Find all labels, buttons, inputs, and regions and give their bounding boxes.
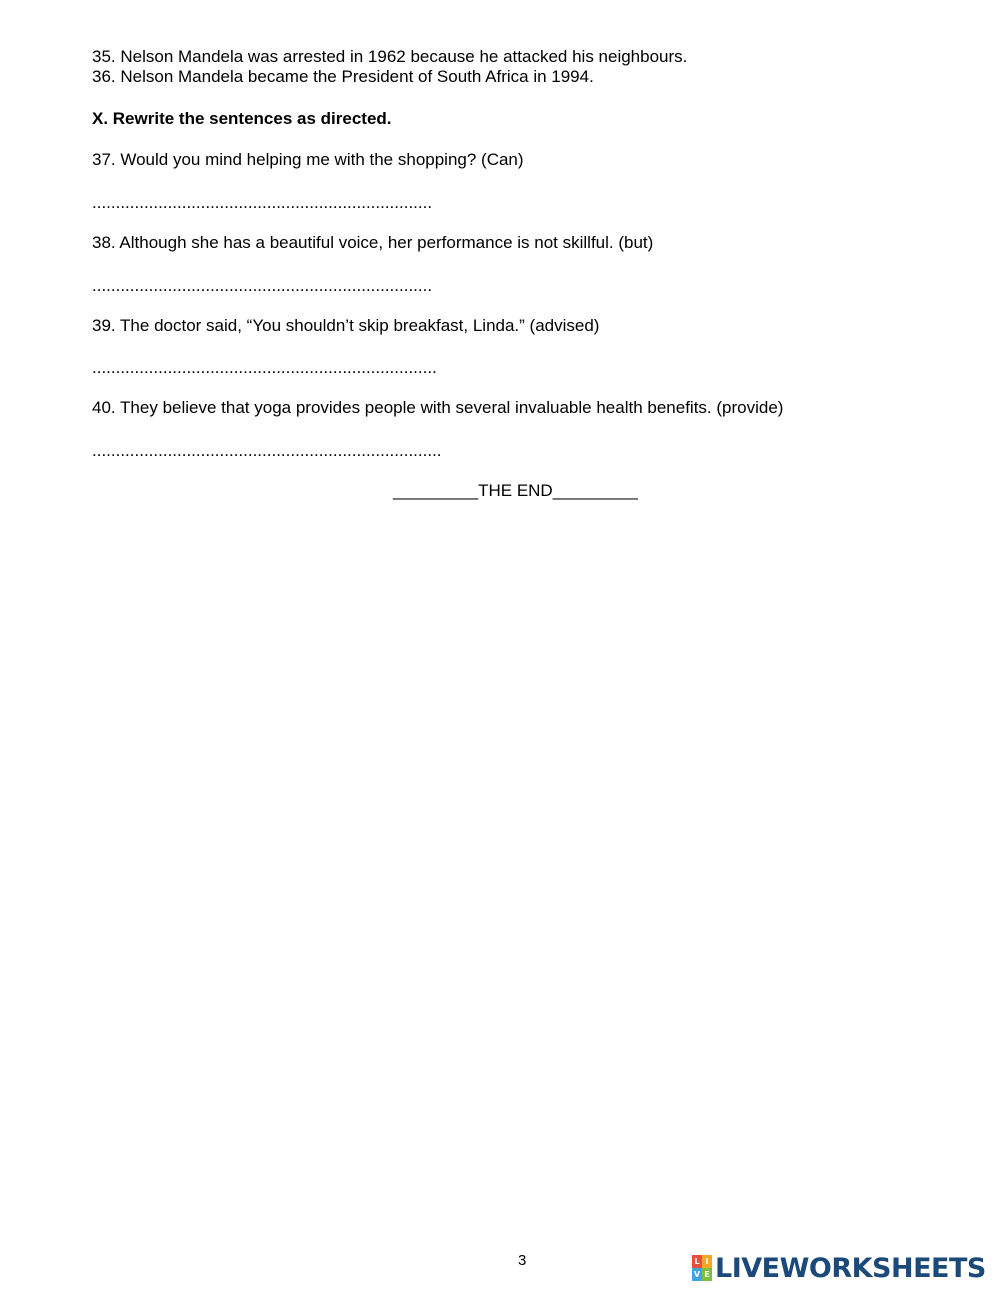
page-number: 3 — [518, 1252, 527, 1269]
question-39: 39. The doctor said, “You shouldn’t skip breakfast, Linda.” (advised) — [92, 316, 600, 335]
answer-line-39[interactable]: ......................................................................... — [92, 358, 437, 377]
logo-mark-letter: V — [693, 1270, 701, 1279]
question-36: 36. Nelson Mandela became the President of South Africa in 1994. — [92, 67, 594, 86]
question-37: 37. Would you mind helping me with the shopping? (Can) — [92, 150, 524, 169]
answer-line-38[interactable]: ........................................................................ — [92, 276, 433, 295]
logo-mark-icon — [692, 1255, 712, 1281]
logo-text: LIVEWORKSHEETS — [715, 1252, 986, 1284]
question-35: 35. Nelson Mandela was arrested in 1962 because he attacked his neighbours. — [92, 47, 688, 66]
logo-mark-letter: E — [702, 1268, 712, 1281]
answer-line-37[interactable]: ........................................................................ — [92, 193, 433, 212]
answer-line-40[interactable]: .......................................................................... — [92, 441, 442, 460]
question-38: 38. Although she has a beautiful voice, her performance is not skillful. (but) — [92, 233, 654, 252]
logo-mark-letter: I — [702, 1255, 712, 1268]
question-40: 40. They believe that yoga provides people with several invaluable health benefits. (provide) — [92, 398, 784, 417]
liveworksheets-logo — [692, 1254, 986, 1282]
section-heading-x: X. Rewrite the sentences as directed. — [92, 109, 392, 128]
the-end-marker: _________THE END_________ — [393, 481, 638, 500]
logo-mark-letter: L — [692, 1255, 702, 1268]
